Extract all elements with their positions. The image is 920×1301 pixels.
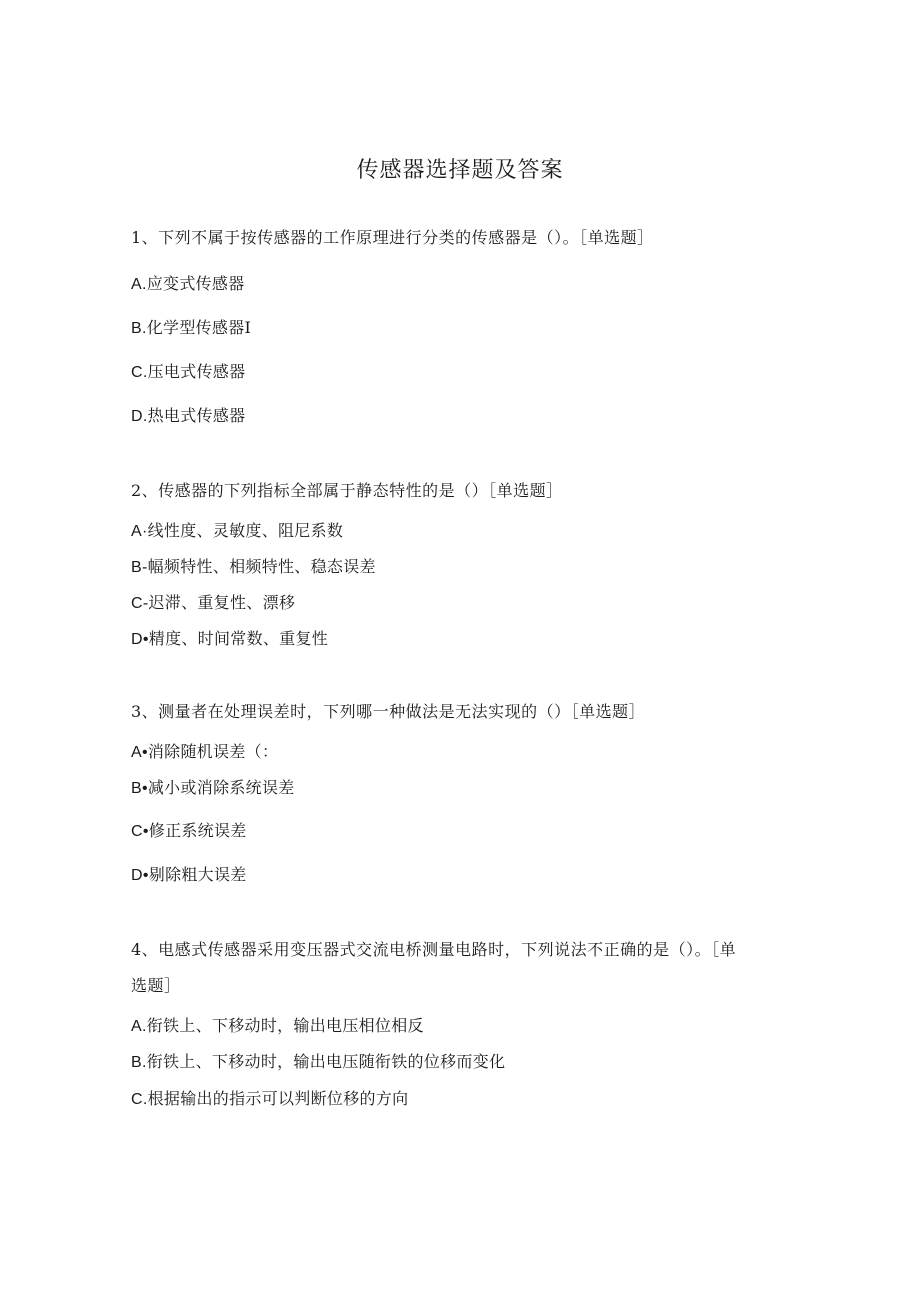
question-1-stem: 1、下列不属于按传感器的工作原理进行分类的传感器是（）。［单选题］ xyxy=(131,228,654,247)
option-text: 线性度、灵敏度、阻尼系数 xyxy=(147,521,344,540)
question-2-option-c xyxy=(131,591,295,616)
question-2-option-a xyxy=(131,519,343,544)
question-1-option-b xyxy=(131,316,251,341)
option-text: 衔铁上、下移动时，输出电压随衔铁的位移而变化 xyxy=(146,1052,506,1071)
option-letter: C- xyxy=(131,595,149,612)
document-title: 传感器选择题及答案 xyxy=(356,158,564,183)
question-2-option-d xyxy=(131,627,328,652)
question-3-option-d xyxy=(131,863,247,888)
question-3-stem: 3、测量者在处理误差时，下列哪一种做法是无法实现的（）［单选题］ xyxy=(131,702,646,721)
option-text: 迟滞、重复性、漂移 xyxy=(148,593,296,612)
option-text: 消除随机误差（： xyxy=(147,742,279,761)
option-text: 精度、时间常数、重复性 xyxy=(148,629,329,648)
option-text: 剔除粗大误差 xyxy=(148,865,247,884)
question-3-option-c xyxy=(131,819,247,844)
question-2-stem: 2、传感器的下列指标全部属于静态特性的是（）［单选题］ xyxy=(131,481,563,500)
question-4-option-a xyxy=(131,1014,424,1039)
question-4-stem-line-1: 4、电感式传感器采用变压器式交流电桥测量电路时，下列说法不正确的是（）。［单 xyxy=(131,940,737,959)
option-text: 修正系统误差 xyxy=(148,821,247,840)
option-text: 应变式传感器 xyxy=(146,274,245,293)
option-letter: B. xyxy=(131,320,147,337)
option-letter: A. xyxy=(131,276,147,293)
question-3-option-b xyxy=(131,776,295,801)
option-letter: C. xyxy=(131,1091,148,1108)
question-4-option-c xyxy=(131,1087,408,1112)
question-1-option-d xyxy=(131,404,245,429)
option-letter: B- xyxy=(131,559,148,576)
option-letter: C• xyxy=(131,823,149,840)
question-2-option-b xyxy=(131,555,376,580)
option-letter: A. xyxy=(131,1018,147,1035)
option-text: 减小或消除系统误差 xyxy=(147,778,295,797)
option-letter: A· xyxy=(131,523,148,540)
option-letter: D• xyxy=(131,631,149,648)
question-1-option-a xyxy=(131,272,245,297)
option-text: 衔铁上、下移动时，输出电压相位相反 xyxy=(146,1016,424,1035)
option-text: 化学型传感器I xyxy=(146,318,252,337)
option-letter: A• xyxy=(131,744,148,761)
option-text: 热电式传感器 xyxy=(147,406,246,425)
option-text: 幅频特性、相频特性、稳态误差 xyxy=(147,557,376,576)
option-letter: B. xyxy=(131,1054,147,1071)
option-letter: B• xyxy=(131,780,148,797)
option-letter: D. xyxy=(131,408,148,425)
question-3-option-a xyxy=(131,740,278,765)
question-4-stem-line-2: 选题］ xyxy=(131,976,181,995)
option-text: 根据输出的指示可以判断位移的方向 xyxy=(147,1089,409,1108)
question-1-option-c xyxy=(131,360,245,385)
option-text: 压电式传感器 xyxy=(147,362,246,381)
option-letter: C. xyxy=(131,364,148,381)
option-letter: D• xyxy=(131,867,149,884)
question-4-option-b xyxy=(131,1050,505,1075)
